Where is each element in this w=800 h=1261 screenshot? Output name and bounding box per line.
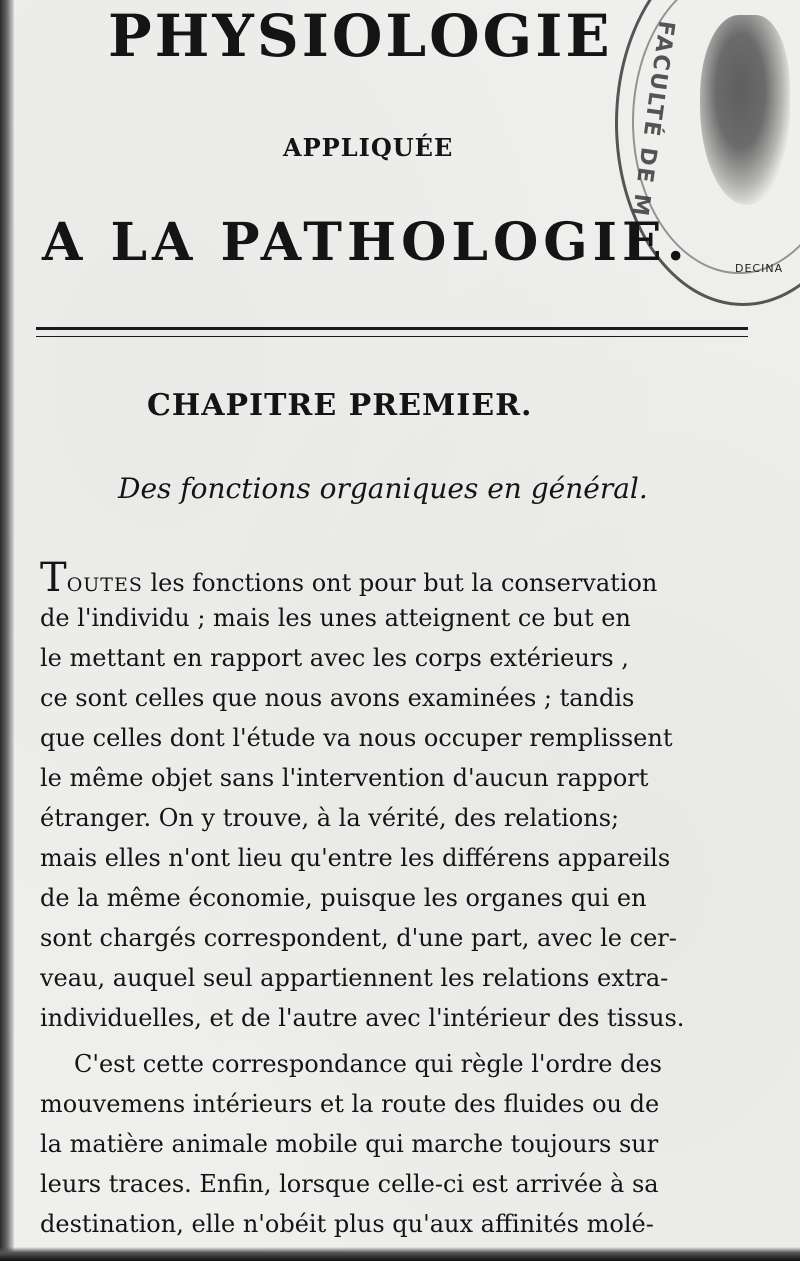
text-line: le mettant en rapport avec les corps extérieurs , — [40, 644, 629, 672]
text-line: destination, elle n'obéit plus qu'aux affinités molé- — [40, 1210, 654, 1238]
page-bottom-shadow — [0, 1247, 800, 1261]
text-line — [40, 558, 740, 598]
text-line: mouvemens intérieurs et la route des fluides ou de — [40, 1090, 660, 1118]
text-line: leurs traces. Enfin, lorsque celle-ci est arrivée à sa — [40, 1170, 659, 1198]
book-title: PHYSIOLOGIE — [108, 2, 613, 70]
text-line: de la même économie, puisque les organes qui en — [40, 884, 647, 912]
body-text — [40, 558, 740, 1244]
section-title: Des fonctions organiques en général. — [118, 472, 648, 505]
text-line: que celles dont l'étude va nous occuper remplissent — [40, 724, 673, 752]
double-rule-divider — [36, 327, 748, 337]
stamp-portrait-icon — [700, 15, 790, 205]
text-line: ce sont celles que nous avons examinées ; tandis — [40, 684, 635, 712]
text-line: étranger. On y trouve, à la vérité, des relations; — [40, 804, 620, 832]
page-gutter-shadow — [0, 0, 14, 1261]
text-line: le même objet sans l'intervention d'aucun rapport — [40, 764, 649, 792]
book-title-continued: A LA PATHOLOGIE. — [42, 212, 690, 273]
book-subtitle: APPLIQUÉE — [283, 133, 454, 162]
chapter-heading: CHAPITRE PREMIER. — [147, 388, 533, 423]
text-line-content: les fonctions ont pour but la conservation — [142, 569, 658, 597]
text-line: veau, auquel seul appartiennent les relations extra- — [40, 964, 669, 992]
drop-cap: T — [40, 558, 67, 598]
text-line: la matière animale mobile qui marche toujours sur — [40, 1130, 659, 1158]
stamp-fragment-text: DECINA — [735, 262, 784, 275]
small-caps-word: OUTES — [66, 574, 143, 596]
text-line: de l'individu ; mais les unes atteignent ce but en — [40, 604, 631, 632]
text-line: C'est cette correspondance qui règle l'ordre des — [74, 1050, 662, 1078]
text-line: mais elles n'ont lieu qu'entre les différens appareils — [40, 844, 671, 872]
text-line: sont chargés correspondent, d'une part, avec le cer- — [40, 924, 677, 952]
text-line: individuelles, et de l'autre avec l'intérieur des tissus. — [40, 1004, 685, 1032]
stamp-lettering: FACULTÉ DE M — [626, 19, 679, 220]
